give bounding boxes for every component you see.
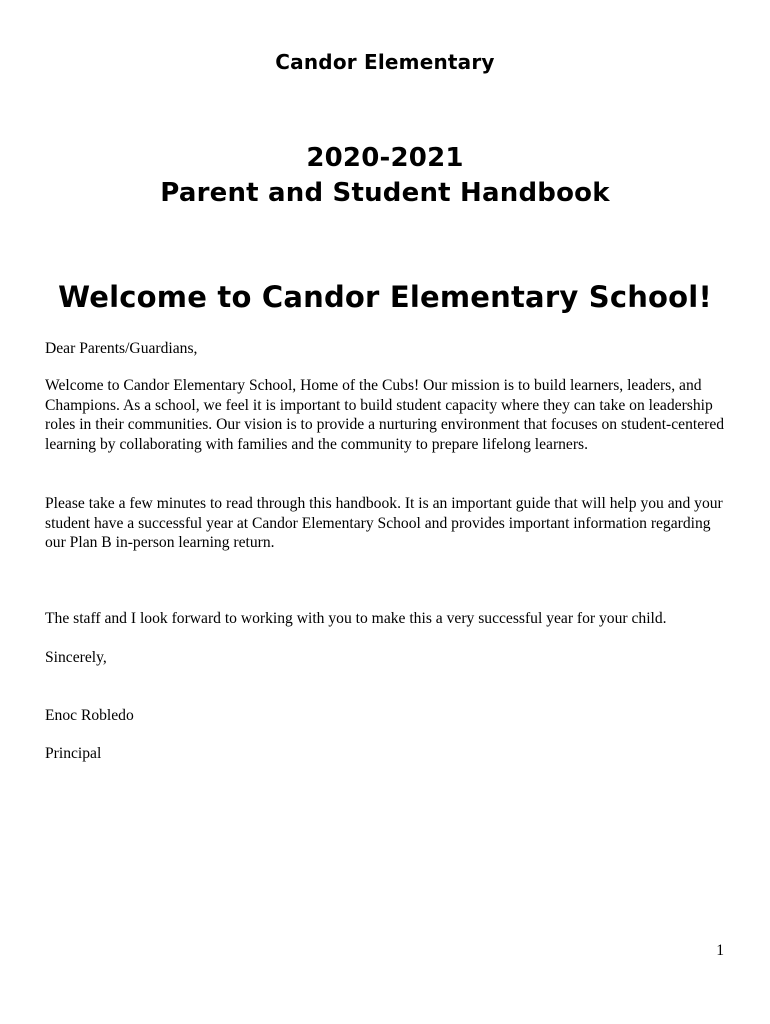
handbook-title: Parent and Student Handbook <box>160 178 610 208</box>
signer-name: Enoc Robledo <box>45 707 134 724</box>
signer-title: Principal <box>45 745 102 762</box>
school-name: Candor Elementary <box>275 50 495 74</box>
letter-salutation: Dear Parents/Guardians, <box>45 340 198 357</box>
letter-sign-off: Sincerely, <box>45 649 107 666</box>
letter-closing-line: The staff and I look forward to working with you to make this a very successful year for your child. <box>45 610 667 627</box>
welcome-heading: Welcome to Candor Elementary School! <box>58 280 712 314</box>
letter-paragraph-mission: Welcome to Candor Elementary School, Home of the Cubs! Our mission is to build learners, leaders, and Champions. As a school, we feel it is important to build student capacity where they can take on leadership roles in their communities. Our vision is to provide a nurturing environment that focuses on student-centered learning by collaborating with families and the community to prepare lifelong learners. <box>45 377 725 453</box>
handbook-year: 2020-2021 <box>306 143 464 173</box>
page-number: 1 <box>716 942 724 959</box>
letter-paragraph-handbook: Please take a few minutes to read through this handbook. It is an important guide that will help you and your student have a successful year at Candor Elementary School and provides important information regarding our Plan B in-person learning return. <box>45 495 723 551</box>
